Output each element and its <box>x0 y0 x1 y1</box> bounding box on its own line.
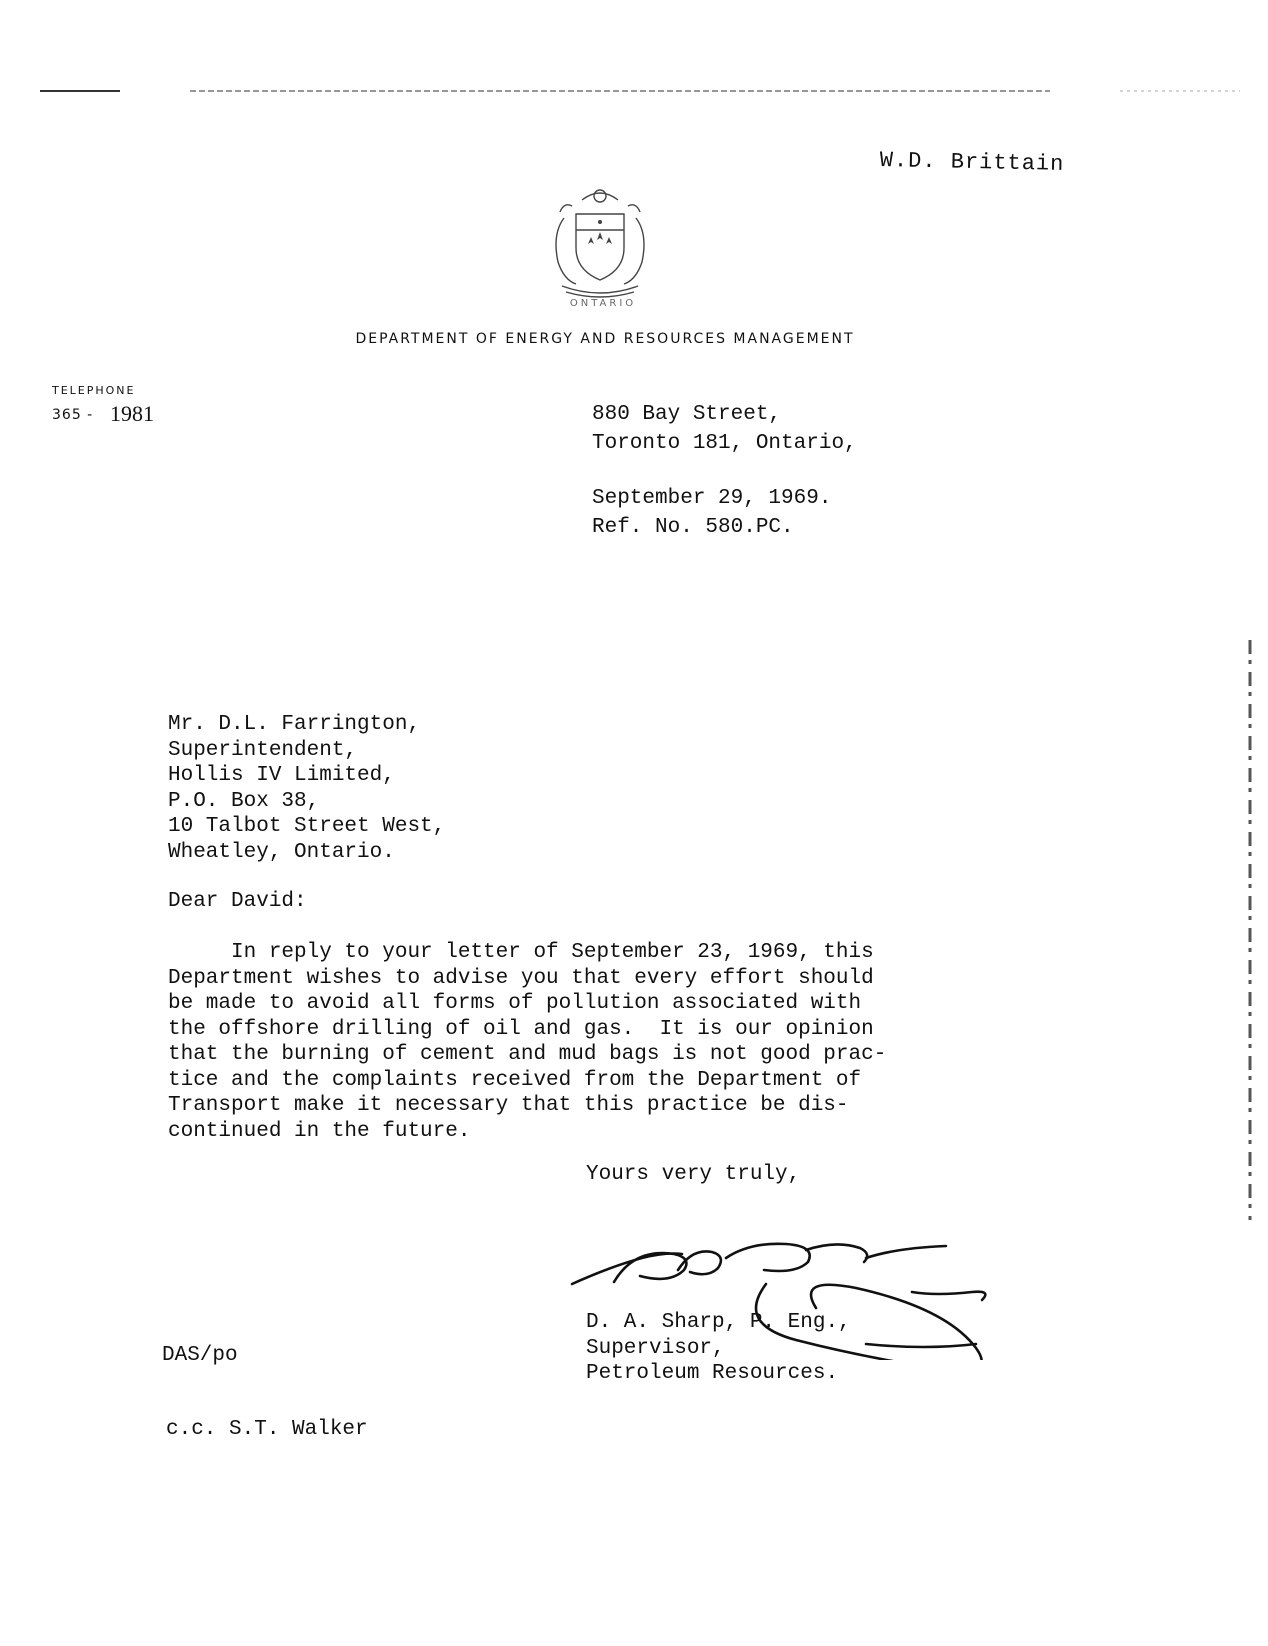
body-line: be made to avoid all forms of pollution associated with <box>168 992 862 1015</box>
body-line: tice and the complaints received from the Department of <box>168 1068 862 1092</box>
salutation: Dear David: <box>168 890 307 913</box>
recipient-line: Hollis IV Limited, <box>168 764 395 787</box>
department-heading: DEPARTMENT OF ENERGY AND RESOURCES MANAGEMENT <box>355 331 855 347</box>
address-line: Toronto 181, Ontario, <box>592 432 857 455</box>
date-and-reference <box>592 484 831 542</box>
complimentary-closing: Yours very truly, <box>586 1163 801 1186</box>
recipient-line: Superintendent, <box>168 738 358 762</box>
recipient-line: Wheatley, Ontario. <box>168 840 395 864</box>
telephone-prefix: 365 - <box>52 407 94 423</box>
recipient-line: Mr. D.L. Farrington, <box>168 713 421 736</box>
address-line: 880 Bay Street, <box>592 403 782 426</box>
telephone-number: 1981 <box>110 401 154 426</box>
body-line: In reply to your letter of September 23, 1969, this <box>168 941 874 964</box>
body-line: Department wishes to advise you that every effort should <box>168 966 874 990</box>
recipient-address-block <box>168 712 445 865</box>
typist-initials: DAS/po <box>162 1344 238 1367</box>
handwritten-initials-note: W.D. Brittain <box>879 148 1065 177</box>
body-line: the offshore drilling of oil and gas. It is our opinion <box>168 1017 874 1041</box>
body-line: that the burning of cement and mud bags is not good prac- <box>168 1043 887 1066</box>
reference-number: Ref. No. 580.PC. <box>592 516 794 539</box>
carbon-copy-line: c.c. S.T. Walker <box>166 1418 368 1441</box>
recipient-line: 10 Talbot Street West, <box>168 815 446 838</box>
letter-body <box>168 940 886 1144</box>
handwritten-signature <box>566 1210 1036 1360</box>
signatory-title: Supervisor, <box>586 1336 725 1360</box>
recipient-line: P.O. Box 38, <box>168 789 320 813</box>
body-line: Transport make it necessary that this practice be dis- <box>168 1094 849 1117</box>
letter-date: September 29, 1969. <box>592 487 832 510</box>
sender-address <box>592 400 857 458</box>
signatory-division: Petroleum Resources. <box>586 1362 839 1385</box>
signatory-name: D. A. Sharp, P. Eng., <box>586 1311 851 1334</box>
top-scan-rule <box>40 88 1240 94</box>
body-line: continued in the future. <box>168 1119 471 1143</box>
scan-edge-artifact <box>1240 640 1260 1220</box>
telephone-label: TELEPHONE <box>52 384 136 397</box>
crest-caption: ONTARIO <box>569 298 637 309</box>
